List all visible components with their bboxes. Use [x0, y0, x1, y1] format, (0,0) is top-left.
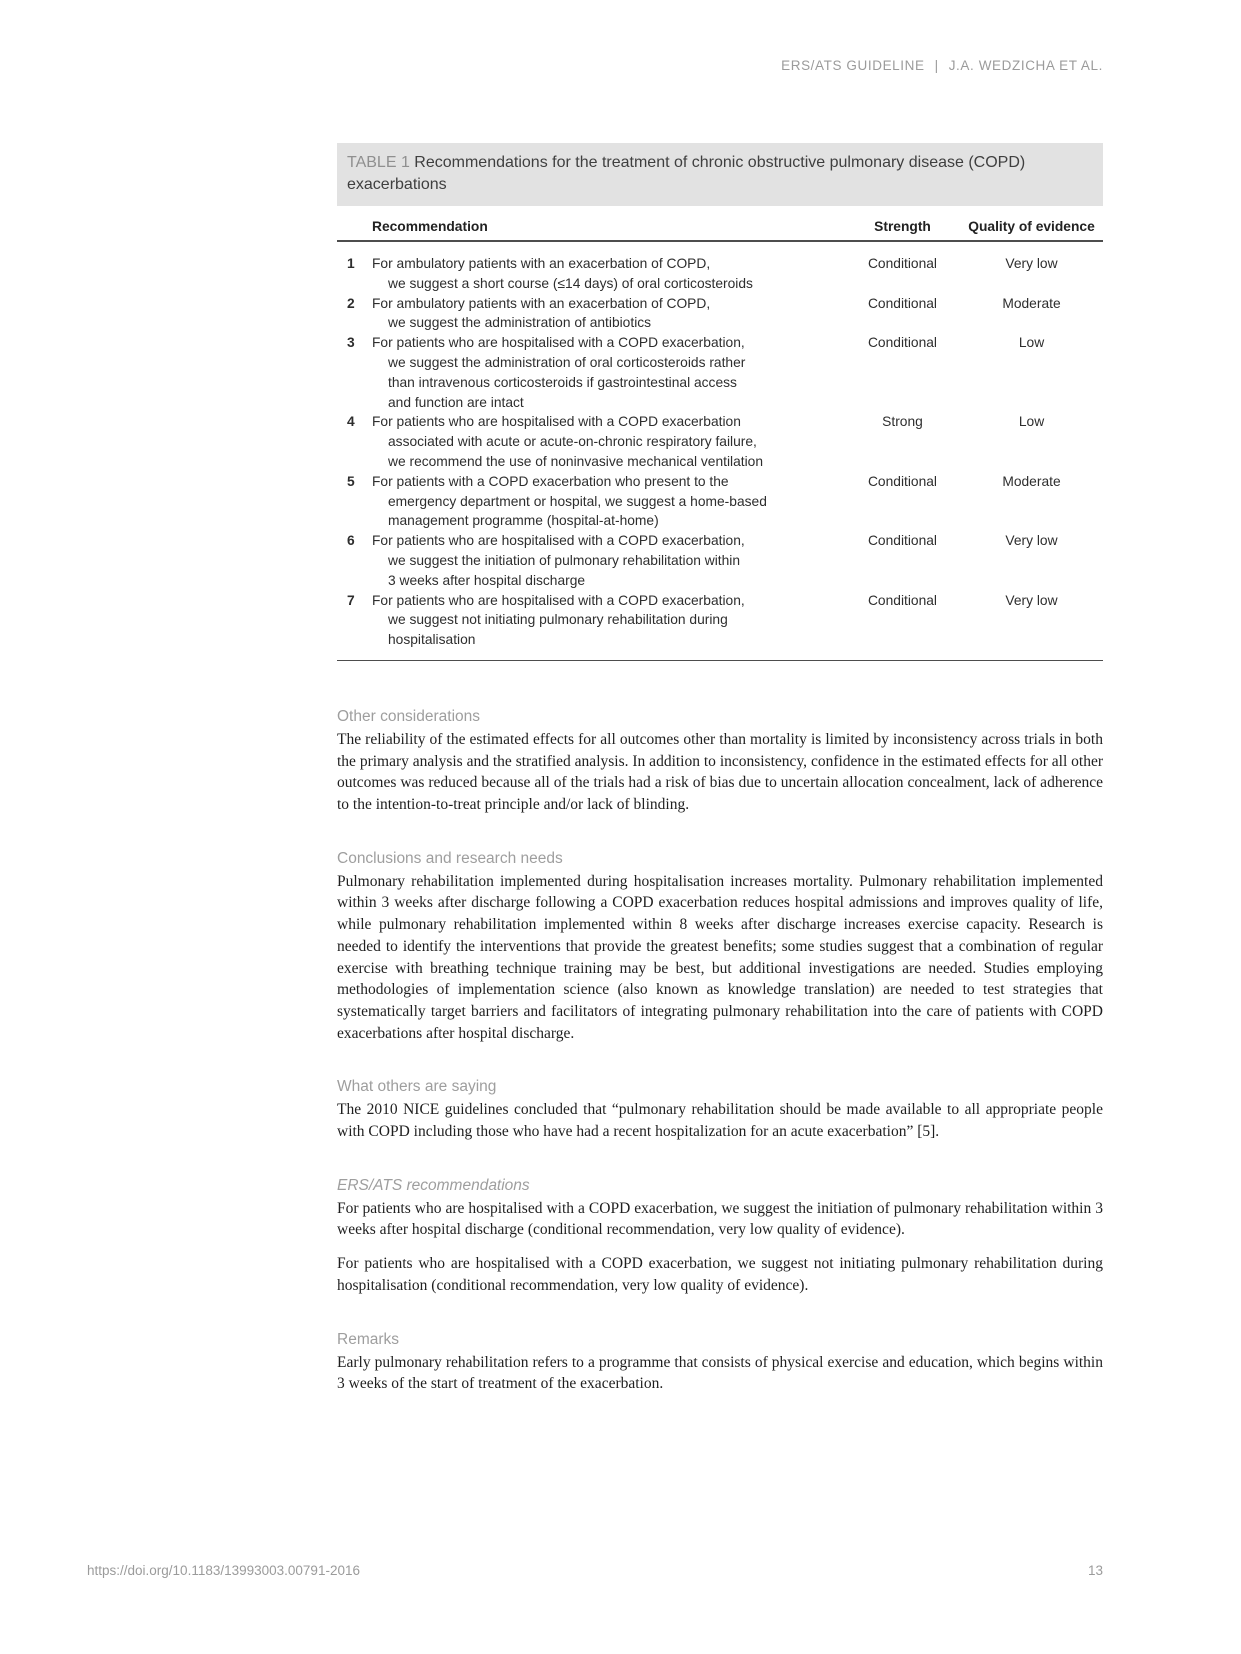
recommendation-line: we recommend the use of noninvasive mechanical ventilation	[388, 453, 764, 469]
row-number: 7	[347, 592, 355, 608]
section-conclusions	[337, 850, 1103, 1045]
paragraph: Early pulmonary rehabilitation refers to a programme that consists of physical exercise and education, which begins within 3 weeks of the start of treatment of the exacerbation.	[337, 1353, 1103, 1393]
recommendation-line: For patients who are hospitalised with a COPD exacerbation	[372, 414, 741, 430]
quality-value: Low	[1018, 335, 1045, 351]
recommendation-text	[372, 472, 845, 531]
table-row	[337, 254, 1103, 294]
row-number: 3	[347, 335, 355, 351]
paragraph: The 2010 NICE guidelines concluded that “pulmonary rehabilitation should be made available to all appropriate people with COPD including those who have had a recent hospitalization for an acute exacerbation” [5].	[337, 1101, 1103, 1141]
table-header-row	[337, 219, 1103, 242]
journal-name: ERS/ATS GUIDELINE	[781, 58, 925, 73]
table-row	[337, 591, 1103, 650]
recommendation-line: we suggest not initiating pulmonary rehabilitation during	[388, 612, 728, 628]
strength-value: Conditional	[867, 473, 938, 489]
recommendation-line: 3 weeks after hospital discharge	[388, 572, 586, 588]
recommendation-text	[372, 591, 845, 650]
strength-value: Conditional	[867, 335, 938, 351]
recommendation-line: For patients who are hospitalised with a COPD exacerbation,	[372, 335, 745, 351]
row-number: 1	[347, 256, 355, 271]
table-title	[337, 143, 1103, 206]
section-heading: ERS/ATS recommendations	[337, 1176, 530, 1194]
running-header	[781, 58, 1103, 73]
section-what-others-are-saying	[337, 1078, 1103, 1142]
table-row	[337, 472, 1103, 531]
strength-value: Conditional	[867, 295, 938, 311]
page-footer	[87, 1563, 1103, 1578]
recommendation-line: management programme (hospital-at-home)	[388, 513, 659, 529]
paragraph: The reliability of the estimated effects for all outcomes other than mortality is limited by inconsistency across trials in both the primary analysis and the stratified analysis. In addition to inconsistency, confidence in the estimated effects for all other outcomes was reduced because all of the trials had a risk of bias due to uncertain allocation concealment, lack of adherence to the intention-to-treat principle and/or lack of blinding.	[337, 730, 1103, 814]
row-number: 5	[347, 473, 355, 489]
table-row	[337, 294, 1103, 334]
recommendation-line: For patients with a COPD exacerbation who present to the	[372, 473, 729, 489]
paragraph: For patients who are hospitalised with a COPD exacerbation, we suggest not initiating pulmonary rehabilitation during hospitalisation (conditional recommendation, very low quality of evidence).	[337, 1255, 1103, 1294]
recommendation-line: For ambulatory patients with an exacerbation of COPD,	[372, 256, 711, 271]
quality-value: Very low	[1005, 533, 1058, 549]
recommendation-line: hospitalisation	[388, 632, 476, 648]
recommendation-line: we suggest the initiation of pulmonary rehabilitation within	[388, 552, 741, 568]
table-title-text: Recommendations for the treatment of chronic obstructive pulmonary disease (COPD) exacerbations	[347, 154, 1026, 193]
row-number: 2	[347, 295, 355, 311]
recommendation-line: For ambulatory patients with an exacerbation of COPD,	[372, 295, 711, 311]
recommendation-text	[372, 294, 845, 334]
recommendation-line: we suggest a short course (≤14 days) of oral corticosteroids	[388, 275, 753, 291]
strength-value: Conditional	[867, 592, 938, 608]
row-number: 4	[347, 414, 355, 430]
quality-value: Very low	[1005, 592, 1058, 608]
doi-link[interactable]: https://doi.org/10.1183/13993003.00791-2016	[87, 1563, 360, 1578]
section-heading: Conclusions and research needs	[337, 849, 563, 867]
recommendation-text	[372, 333, 845, 412]
recommendation-text	[372, 531, 845, 590]
recommendation-line: than intravenous corticosteroids if gastrointestinal access	[388, 374, 737, 390]
section-other-considerations	[337, 708, 1103, 816]
section-remarks	[337, 1331, 1103, 1395]
section-heading: What others are saying	[337, 1078, 497, 1096]
quality-value: Very low	[1005, 256, 1058, 271]
section-heading: Other considerations	[337, 707, 481, 725]
paragraph: For patients who are hospitalised with a COPD exacerbation, we suggest the initiation of pulmonary rehabilitation within 3 weeks after hospital discharge (conditional recommendation, very low quality of evidence).	[337, 1199, 1103, 1239]
table-body	[337, 242, 1103, 661]
quality-value: Moderate	[1002, 473, 1061, 489]
recommendation-line: associated with acute or acute-on-chronic respiratory failure,	[388, 434, 757, 450]
section-heading: Remarks	[337, 1330, 400, 1348]
row-number: 6	[347, 533, 355, 549]
recommendation-line: emergency department or hospital, we suggest a home-based	[388, 493, 767, 509]
recommendation-text	[372, 412, 845, 471]
recommendation-text	[372, 254, 845, 294]
table-row	[337, 531, 1103, 590]
recommendation-line: we suggest the administration of antibiotics	[388, 315, 652, 331]
recommendation-line: and function are intact	[388, 394, 524, 410]
page-number: 13	[1087, 1563, 1103, 1578]
recommendation-line: For patients who are hospitalised with a COPD exacerbation,	[372, 592, 745, 608]
column-header-strength: Strength	[874, 219, 931, 234]
table-row	[337, 333, 1103, 412]
content-column	[337, 143, 1103, 1407]
quality-value: Moderate	[1002, 295, 1061, 311]
table-label: TABLE 1	[347, 154, 410, 171]
column-header-quality: Quality of evidence	[968, 219, 1095, 234]
column-header-recommendation: Recommendation	[372, 219, 488, 234]
strength-value: Strong	[882, 414, 923, 430]
table-row	[337, 412, 1103, 471]
authors: J.A. WEDZICHA ET AL.	[948, 58, 1103, 73]
recommendation-line: we suggest the administration of oral corticosteroids rather	[388, 354, 746, 370]
quality-value: Low	[1018, 414, 1045, 430]
section-ers-ats-recommendations	[337, 1177, 1103, 1297]
strength-value: Conditional	[867, 256, 938, 271]
header-separator: |	[934, 58, 939, 73]
paragraph: Pulmonary rehabilitation implemented during hospitalisation increases mortality. Pulmonary rehabilitation implemented within 3 weeks after discharge following a COPD exacerbation reduces hospital admissions and improves quality of life, while pulmonary rehabilitation implemented within 8 weeks after discharge increases exercise capacity. Research is needed to identify the interventions that provide the greatest benefits; some studies suggest that a combination of regular exercise with breathing technique training may be best, but additional investigations are needed. Studies employing methodologies of implementation science (also known as knowledge translation) are needed to test strategies that systematically target barriers and facilitators of integrating pulmonary rehabilitation into the care of patients with COPD exacerbations after hospital discharge.	[337, 872, 1103, 1042]
strength-value: Conditional	[867, 533, 938, 549]
recommendation-line: For patients who are hospitalised with a COPD exacerbation,	[372, 533, 745, 549]
table-header-spacer	[337, 219, 372, 234]
